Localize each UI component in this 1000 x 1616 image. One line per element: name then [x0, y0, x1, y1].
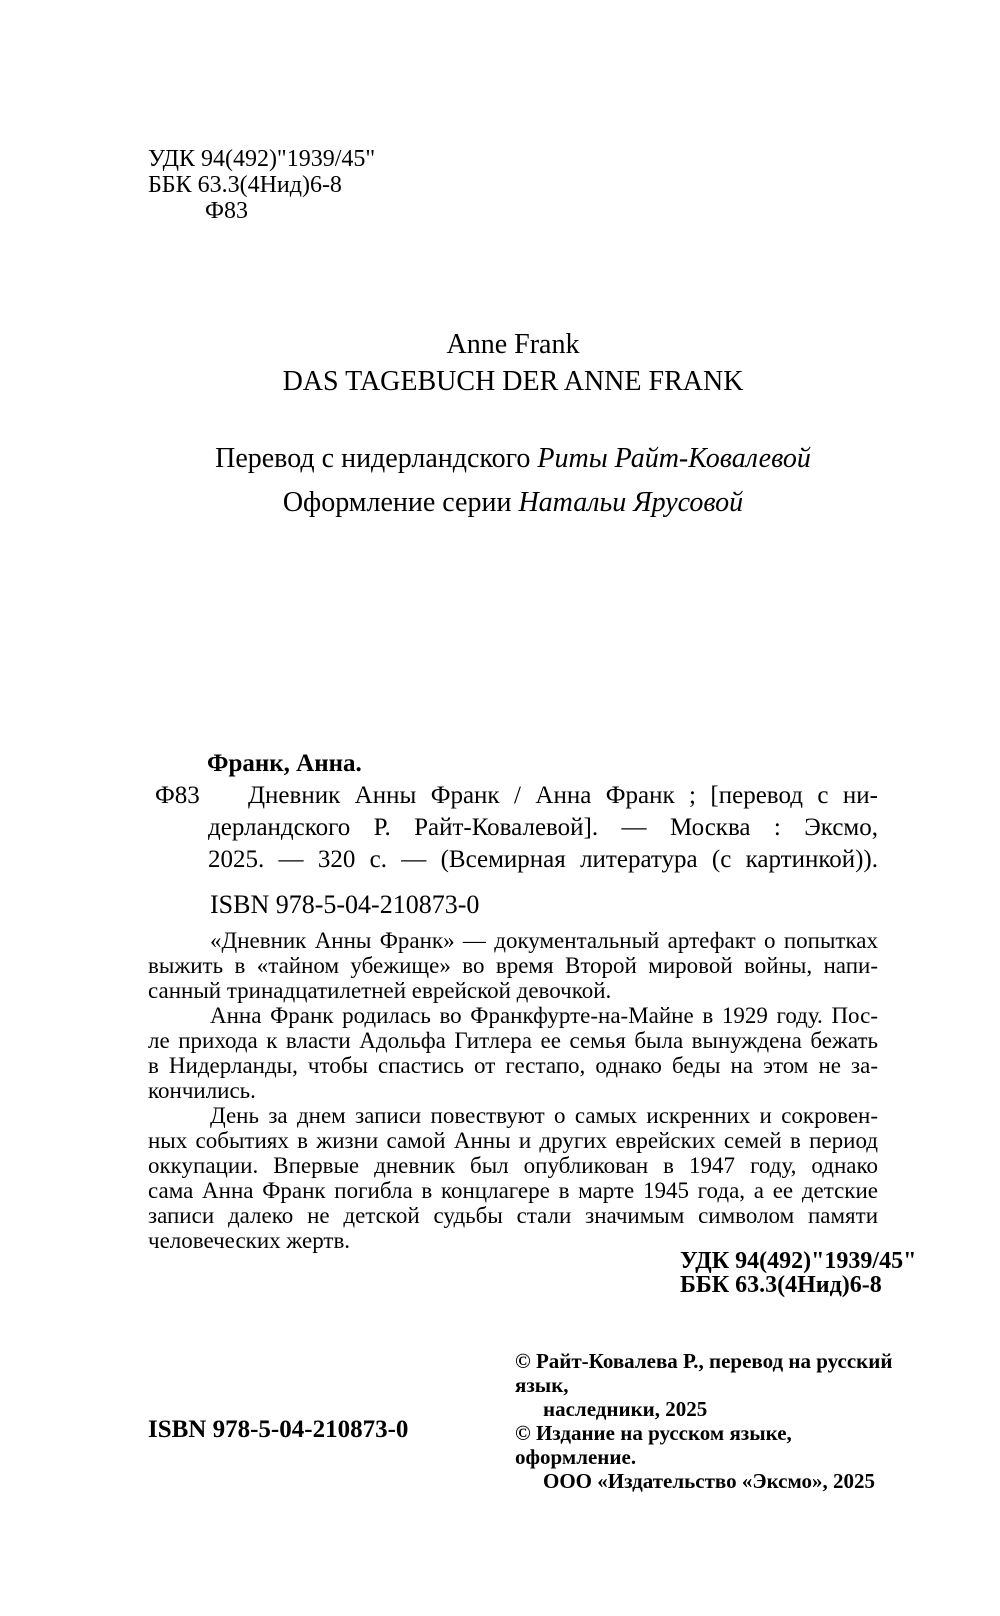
annotation-line: записи далеко не детской судьбы стали значимым символом памяти [148, 1203, 878, 1228]
annotation-line: санный тринадцатилетней еврейской девочкой. [148, 978, 612, 1003]
isbn-number: ISBN 978-5-04-210873-0 [148, 1416, 409, 1443]
catalog-line: дерландского Р. Райт-Ковалевой]. — Москва : Эксмо, [208, 814, 878, 841]
author-name: Anne Frank [446, 329, 580, 360]
catalog-author-code: Ф83 [155, 782, 200, 809]
annotation-line: оккупации. Впервые дневник был опубликован в 1947 году, однако [148, 1153, 878, 1178]
annotation-line: кончились. [148, 1078, 256, 1103]
catalog-line: 2025. — 320 с. — (Всемирная литература (с картинкой)). [208, 846, 878, 873]
annotation-text [148, 928, 878, 1253]
original-title-block [148, 326, 878, 400]
catalog-isbn: ISBN 978-5-04-210873-0 [210, 890, 480, 919]
top-classification-codes [148, 146, 375, 224]
designer-name: Натальи Ярусовой [518, 487, 744, 518]
catalog-line: Дневник Анны Франк / Анна Франк ; [перевод с ни- [248, 782, 878, 809]
translation-credit-prefix: Перевод с нидерландского [215, 443, 538, 474]
credits-block [148, 437, 878, 525]
bbk-code-bottom: ББК 63.3(4Нид)6-8 [680, 1272, 882, 1298]
translation-credit [148, 437, 878, 481]
copyright-translator-line: © Райт-Ковалева Р., перевод на русский язык, [515, 1349, 893, 1397]
copyright-publisher-line: © Издание на русском языке, оформление. [515, 1421, 792, 1469]
copyright-publisher-line-cont: ООО «Издательство «Эксмо», 2025 [543, 1469, 876, 1493]
annotation-line: «Дневник Анны Франк» — документальный артефакт о попытках [210, 928, 878, 953]
annotation-line: в Нидерланды, чтобы спастись от гестапо, однако беды на этом не за- [148, 1053, 878, 1078]
copyright-block [515, 1349, 895, 1493]
original-title: DAS TAGEBUCH DER ANNE FRANK [282, 366, 744, 397]
design-credit-prefix: Оформление серии [282, 487, 519, 518]
copyright-translator-line-cont: наследники, 2025 [543, 1397, 708, 1421]
annotation-line: выжить в «тайном убежище» во время Второй мировой войны, напи- [148, 953, 878, 978]
annotation-line: День за днем записи повествуют о самых искренних и сокровен- [210, 1103, 878, 1128]
annotation-line: Анна Франк родилась во Франкфурте-на-Майне в 1929 году. Пос- [210, 1003, 878, 1028]
udk-code-bottom: УДК 94(492)"1939/45" [680, 1248, 917, 1274]
catalog-author-heading: Франк, Анна. [207, 750, 362, 777]
bottom-classification-codes [680, 1249, 916, 1297]
bbk-code: ББК 63.3(4Нид)6-8 [148, 172, 342, 198]
translator-name: Риты Райт-Ковалевой [537, 443, 811, 474]
catalog-entry [148, 780, 878, 876]
annotation-line: человеческих жертв. [148, 1228, 351, 1253]
annotation-line: ле прихода к власти Адольфа Гитлера ее семья была вынуждена бежать [148, 1028, 878, 1053]
author-sign-code: Ф83 [205, 198, 248, 224]
annotation-line: ных событиях в жизни самой Анны и других еврейских семей в период [148, 1128, 878, 1153]
udk-code: УДК 94(492)"1939/45" [148, 146, 376, 172]
design-credit [148, 481, 878, 525]
catalog-card [148, 748, 878, 920]
annotation-line: сама Анна Франк погибла в концлагере в марте 1945 года, а ее детские [148, 1178, 878, 1203]
